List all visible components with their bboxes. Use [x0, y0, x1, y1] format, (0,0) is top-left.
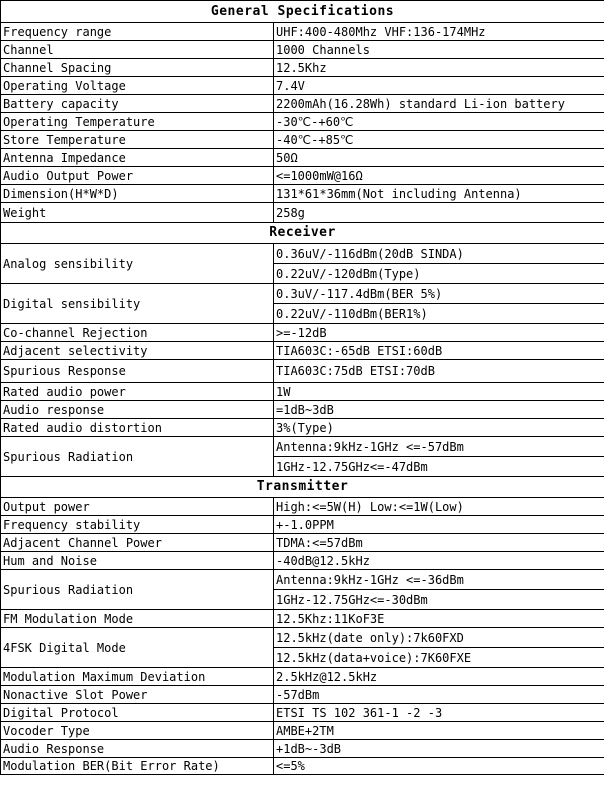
spec-value: 50Ω [274, 149, 604, 167]
spec-value: <=1000mW@16Ω [274, 167, 604, 185]
spec-label: FM Modulation Mode [1, 610, 274, 628]
spec-label: Rated audio distortion [1, 419, 274, 437]
spec-value: ETSI TS 102 361-1 -2 -3 [274, 704, 604, 722]
spec-value: High:<=5W(H) Low:<=1W(Low) [274, 498, 604, 516]
spec-value: Antenna:9kHz-1GHz <=-36dBm [274, 570, 604, 590]
spec-value: -40℃-+85℃ [274, 131, 604, 149]
spec-value: 12.5kHz(date only):7k60FXD [274, 628, 604, 648]
section-title: Transmitter [1, 477, 604, 498]
spec-row [1, 167, 604, 185]
spec-label: Analog sensibility [1, 244, 274, 284]
spec-value: 1GHz-12.75GHz<=-30dBm [274, 590, 604, 610]
spec-row [1, 59, 604, 77]
section-header-row [1, 477, 604, 498]
spec-row [1, 419, 604, 437]
spec-label: Nonactive Slot Power [1, 686, 274, 704]
spec-row [1, 77, 604, 95]
spec-row [1, 740, 604, 758]
spec-row [1, 704, 604, 722]
spec-label: Channel [1, 41, 274, 59]
spec-label: Frequency range [1, 23, 274, 41]
spec-row [1, 401, 604, 419]
spec-label: Vocoder Type [1, 722, 274, 740]
section-header-row [1, 223, 604, 244]
spec-row [1, 668, 604, 686]
spec-row [1, 203, 604, 223]
spec-value: Antenna:9kHz-1GHz <=-57dBm [274, 437, 604, 457]
spec-label: Modulation BER(Bit Error Rate) [1, 758, 274, 775]
spec-value: >=-12dB [274, 324, 604, 342]
spec-label: Audio Output Power [1, 167, 274, 185]
spec-row [1, 284, 604, 304]
spec-value: +1dB~-3dB [274, 740, 604, 758]
spec-value: 12.5Khz [274, 59, 604, 77]
spec-value: AMBE+2TM [274, 722, 604, 740]
spec-row [1, 516, 604, 534]
spec-value: 2.5kHz@12.5kHz [274, 668, 604, 686]
spec-row [1, 185, 604, 203]
spec-label: 4FSK Digital Mode [1, 628, 274, 668]
spec-row [1, 131, 604, 149]
spec-label: Spurious Radiation [1, 570, 274, 610]
spec-value: =1dB~3dB [274, 401, 604, 419]
spec-value: TDMA:<=57dBm [274, 534, 604, 552]
specifications-table-body [1, 1, 604, 775]
spec-row [1, 722, 604, 740]
spec-value: 7.4V [274, 77, 604, 95]
spec-row [1, 149, 604, 167]
spec-row [1, 628, 604, 648]
spec-label: Output power [1, 498, 274, 516]
spec-value: TIA603C:-65dB ETSI:60dB [274, 342, 604, 360]
spec-row [1, 758, 604, 775]
spec-label: Co-channel Rejection [1, 324, 274, 342]
spec-label: Audio Response [1, 740, 274, 758]
spec-label: Adjacent selectivity [1, 342, 274, 360]
spec-row [1, 342, 604, 360]
spec-row [1, 570, 604, 590]
spec-label: Dimension(H*W*D) [1, 185, 274, 203]
spec-label: Antenna Impedance [1, 149, 274, 167]
spec-row [1, 41, 604, 59]
spec-label: Modulation Maximum Deviation [1, 668, 274, 686]
spec-row [1, 552, 604, 570]
spec-label: Battery capacity [1, 95, 274, 113]
spec-value: 0.36uV/-116dBm(20dB SINDA) [274, 244, 604, 264]
spec-value: 2200mAh(16.28Wh) standard Li-ion battery [274, 95, 604, 113]
spec-value: 1000 Channels [274, 41, 604, 59]
spec-value: -40dB@12.5kHz [274, 552, 604, 570]
spec-value: -30℃-+60℃ [274, 113, 604, 131]
spec-value: 1GHz-12.75GHz<=-47dBm [274, 457, 604, 477]
spec-row [1, 534, 604, 552]
spec-label: Audio response [1, 401, 274, 419]
spec-row [1, 686, 604, 704]
section-title: Receiver [1, 223, 604, 244]
spec-value: <=5% [274, 758, 604, 775]
spec-value: 1W [274, 383, 604, 401]
spec-value: UHF:400-480Mhz VHF:136-174MHz [274, 23, 604, 41]
spec-row [1, 23, 604, 41]
spec-label: Hum and Noise [1, 552, 274, 570]
spec-label: Digital Protocol [1, 704, 274, 722]
section-title: General Specifications [1, 1, 604, 23]
spec-value: 131*61*36mm(Not including Antenna) [274, 185, 604, 203]
section-header-row [1, 1, 604, 23]
spec-label: Operating Temperature [1, 113, 274, 131]
spec-value: 12.5Khz:11KoF3E [274, 610, 604, 628]
spec-label: Frequency stability [1, 516, 274, 534]
spec-label: Spurious Radiation [1, 437, 274, 477]
spec-row [1, 324, 604, 342]
spec-row [1, 244, 604, 264]
spec-value: 0.3uV/-117.4dBm(BER 5%) [274, 284, 604, 304]
spec-label: Rated audio power [1, 383, 274, 401]
spec-row [1, 610, 604, 628]
spec-value: 3%(Type) [274, 419, 604, 437]
spec-value: 258g [274, 203, 604, 223]
spec-value: -57dBm [274, 686, 604, 704]
spec-value: 0.22uV/-120dBm(Type) [274, 264, 604, 284]
spec-label: Adjacent Channel Power [1, 534, 274, 552]
spec-row [1, 95, 604, 113]
spec-label: Channel Spacing [1, 59, 274, 77]
spec-label: Spurious Response [1, 360, 274, 383]
spec-row [1, 360, 604, 383]
spec-label: Operating Voltage [1, 77, 274, 95]
spec-value: TIA603C:75dB ETSI:70dB [274, 360, 604, 383]
spec-label: Store Temperature [1, 131, 274, 149]
spec-value: 12.5kHz(data+voice):7K60FXE [274, 648, 604, 668]
spec-value: 0.22uV/-110dBm(BER1%) [274, 304, 604, 324]
spec-label: Digital sensibility [1, 284, 274, 324]
spec-row [1, 113, 604, 131]
spec-row [1, 383, 604, 401]
spec-label: Weight [1, 203, 274, 223]
spec-value: +-1.0PPM [274, 516, 604, 534]
spec-row [1, 437, 604, 457]
spec-row [1, 498, 604, 516]
